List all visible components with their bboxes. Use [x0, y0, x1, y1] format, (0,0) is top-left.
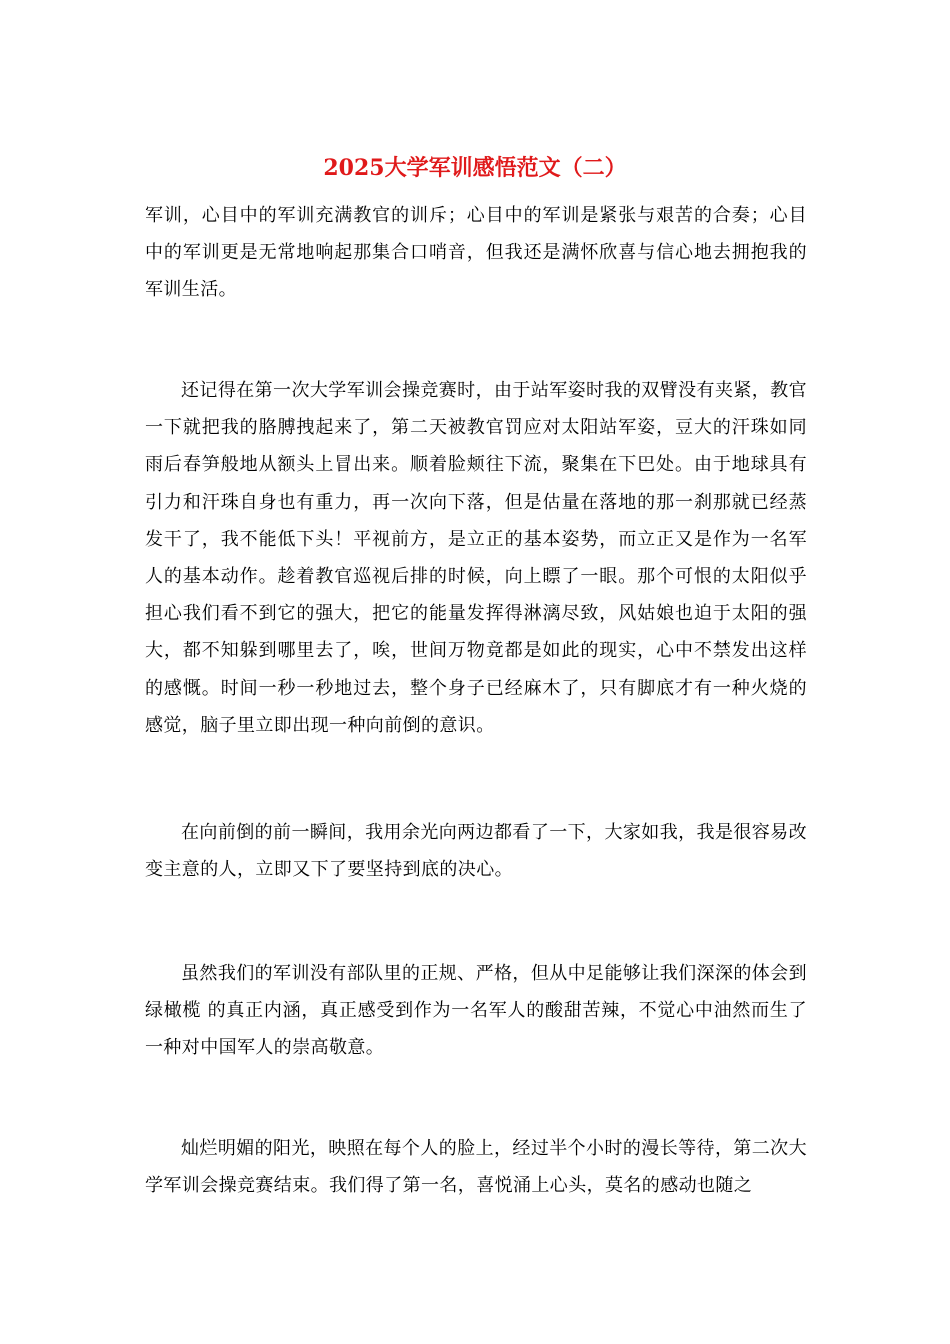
document-title: 2025大学军训感悟范文（二）	[323, 155, 627, 181]
paragraph-5: 灿烂明媚的阳光，映照在每个人的脸上，经过半个小时的漫长等待，第二次大学军训会操竞赛结束。我们得了第一名，喜悦涌上心头，莫名的感动也随之	[145, 1138, 807, 1197]
paragraph-4: 虽然我们的军训没有部队里的正规、严格，但从中足能够让我们深深的体会到 绿橄榄 的真正内涵，真正感受到作为一名军人的酸甜苦辣，不觉心中油然而生了一种对中国军人的崇高敬意。	[145, 963, 807, 1059]
paragraph-1: 军训，心目中的军训充满教官的训斥；心目中的军训是紧张与艰苦的合奏；心目中的军训更是无常地响起那集合口哨音，但我还是满怀欣喜与信心地去拥抱我的军训生活。	[145, 205, 807, 301]
paragraph-3: 在向前倒的前一瞬间，我用余光向两边都看了一下，大家如我，我是很容易改变主意的人，立即又下了要坚持到底的决心。	[145, 822, 807, 881]
paragraph-2: 还记得在第一次大学军训会操竞赛时，由于站军姿时我的双臂没有夹紧，教官一下就把我的胳膊拽起来了，第二天被教官罚应对太阳站军姿，豆大的汗珠如同雨后春笋般地从额头上冒出来。顺着脸颊往下流，聚集在下巴处。由于地球具有引力和汗珠自身也有重力，再一次向下落，但是估量在落地的那一刹那就已经蒸发干了，我不能低下头！平视前方，是立正的基本姿势，而立正又是作为一名军人的基本动作。趁着教官巡视后排的时候，向上瞟了一眼。那个可恨的太阳似乎担心我们看不到它的强大，把它的能量发挥得淋漓尽致，风姑娘也迫于太阳的强大，都不知躲到哪里去了，唉，世间万物竟都是如此的现实，心中不禁发出这样的感慨。时间一秒一秒地过去，整个身子已经麻木了，只有脚底才有一种火烧的感觉，脑子里立即出现一种向前倒的意识。	[145, 380, 807, 736]
